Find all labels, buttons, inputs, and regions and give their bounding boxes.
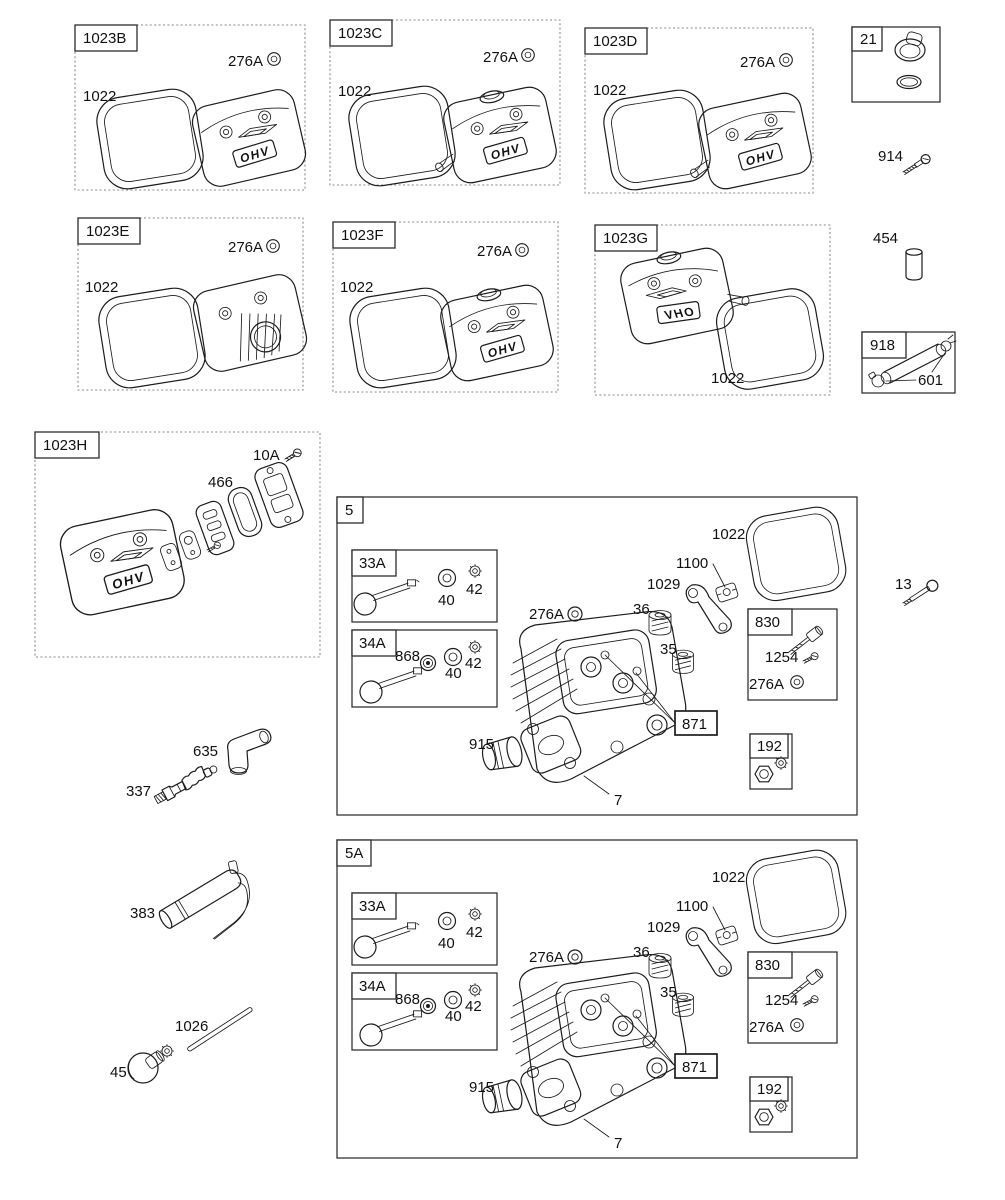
label-gasket: 1022 xyxy=(338,83,372,100)
label-screw: 276A xyxy=(483,49,519,66)
screw-washer-icon xyxy=(516,244,529,257)
label-gasket: 1022 xyxy=(83,88,117,105)
screw-washer-icon xyxy=(780,54,793,67)
panel-1023F xyxy=(333,222,558,392)
group-tag: 5A xyxy=(345,845,364,862)
tag-33A: 33A xyxy=(359,555,386,572)
panel-tag: 1023G xyxy=(603,230,649,247)
panel-tag: 1023D xyxy=(593,33,638,50)
part-45-tappet xyxy=(110,1045,174,1084)
oil-fill-cap-drawing xyxy=(895,31,925,61)
spark-plug-boot-drawing xyxy=(228,729,271,774)
label-screw-914: 914 xyxy=(878,148,904,165)
label-washer-42: 42 xyxy=(466,924,483,941)
label-breather-gasket: 466 xyxy=(208,474,234,491)
label-guide-36: 36 xyxy=(633,944,650,961)
gasket-466-drawing xyxy=(225,484,265,539)
part-383-fill-tube xyxy=(130,858,265,957)
label-screw-1254: 1254 xyxy=(765,649,799,666)
label-washer-276A: 276A xyxy=(529,606,565,623)
panel-1023D xyxy=(585,28,814,196)
screw-washer-icon xyxy=(522,49,535,62)
spark-plug-drawing xyxy=(152,760,219,805)
label-guide-35: 35 xyxy=(660,641,677,658)
label-retainer-40: 40 xyxy=(445,665,462,682)
label-clamp-601: 601 xyxy=(918,372,944,389)
tag-192: 192 xyxy=(757,738,783,755)
screw-10A-drawing xyxy=(284,448,303,464)
kit-tag: 21 xyxy=(860,31,877,48)
head-group-5 xyxy=(337,497,857,815)
label-gasket: 1022 xyxy=(711,370,745,387)
label-washer-42: 42 xyxy=(466,581,483,598)
label-retainer-40: 40 xyxy=(445,1008,462,1025)
label-plug-454: 454 xyxy=(873,230,899,247)
panel-1023B xyxy=(75,25,309,192)
part-337-spark-plug xyxy=(126,760,219,805)
panel-tag: 1023B xyxy=(83,30,127,47)
label-gasket: 1022 xyxy=(85,279,119,296)
label-screw: 276A xyxy=(228,53,264,70)
part-635-boot xyxy=(193,729,271,774)
fill-tube-drawing xyxy=(153,858,264,957)
panel-1023E xyxy=(78,218,310,391)
tag-34A: 34A xyxy=(359,978,386,995)
label-retainer-40: 40 xyxy=(438,935,455,952)
label-gasket: 1022 xyxy=(340,279,374,296)
valve-cover-drawing xyxy=(421,80,559,189)
head-group-5A xyxy=(337,840,857,1158)
label-guide-36: 36 xyxy=(633,601,650,618)
part-13-bolt xyxy=(895,576,940,609)
valve-cover-drawing xyxy=(677,90,814,196)
label-gasket: 1022 xyxy=(593,82,627,99)
label-washer-42: 42 xyxy=(465,655,482,672)
label-rocker-1029: 1029 xyxy=(647,576,681,593)
part-454 xyxy=(873,230,922,280)
tag-192: 192 xyxy=(757,1081,783,1098)
label-plug-337: 337 xyxy=(126,783,152,800)
valve-cover-drawing-mirrored xyxy=(617,237,755,346)
gasket-drawing xyxy=(95,285,208,392)
label-guide-35: 35 xyxy=(660,984,677,1001)
screw-washer-icon xyxy=(268,53,281,66)
gasket-drawing xyxy=(346,285,459,392)
panel-1023H xyxy=(35,432,320,657)
valve-cover-drawing xyxy=(57,506,188,618)
panel-tag: 1023C xyxy=(338,25,383,42)
label-gasket-1022: 1022 xyxy=(712,869,746,886)
cap-oring-drawing xyxy=(897,76,921,89)
tag-830: 830 xyxy=(755,614,781,631)
tag-830: 830 xyxy=(755,957,781,974)
panel-1023G xyxy=(595,225,830,395)
label-seal-868: 868 xyxy=(395,991,421,1008)
part-914 xyxy=(878,148,932,177)
panel-tag: 1023H xyxy=(43,437,88,454)
label-screw-1254: 1254 xyxy=(765,992,799,1009)
kit-box-21 xyxy=(852,27,940,102)
label-rod-1026: 1026 xyxy=(175,1018,209,1035)
group-tag: 5 xyxy=(345,502,354,519)
screw-914-drawing xyxy=(901,153,931,177)
label-boot-635: 635 xyxy=(193,743,219,760)
label-washer-42: 42 xyxy=(465,998,482,1015)
label-bolt-13: 13 xyxy=(895,576,912,593)
label-screw: 276A xyxy=(477,243,513,260)
valve-cover-drawing xyxy=(437,278,557,384)
label-tube-383: 383 xyxy=(130,905,156,922)
kit-box-918 xyxy=(862,332,956,393)
panel-tag: 1023F xyxy=(341,227,384,244)
tag-871: 871 xyxy=(682,716,708,733)
kit-tag: 918 xyxy=(870,337,896,354)
tappet-drawing xyxy=(128,1045,174,1084)
label-head-7: 7 xyxy=(614,1135,623,1152)
label-pivot-1100: 1100 xyxy=(676,555,709,572)
label-screw: 276A xyxy=(740,54,776,71)
panel-1023C xyxy=(330,20,560,190)
label-screw-10A: 10A xyxy=(253,447,280,464)
label-rocker-1029: 1029 xyxy=(647,919,681,936)
label-washer-276A: 276A xyxy=(749,676,785,693)
label-retainer-40: 40 xyxy=(438,592,455,609)
label-screw: 276A xyxy=(228,239,264,256)
plug-454-drawing xyxy=(906,249,922,280)
label-cap-915: 915 xyxy=(469,1079,495,1096)
label-pivot-1100: 1100 xyxy=(676,898,709,915)
tag-871: 871 xyxy=(682,1059,708,1076)
panel-tag: 1023E xyxy=(86,223,130,240)
tag-34A: 34A xyxy=(359,635,386,652)
label-tappet-45: 45 xyxy=(110,1064,127,1081)
label-washer-276A: 276A xyxy=(749,1019,785,1036)
part-1026-push-rod xyxy=(175,1007,253,1052)
label-seal-868: 868 xyxy=(395,648,421,665)
valve-cover-drawing xyxy=(189,86,309,189)
screw-washer-icon xyxy=(267,240,280,253)
label-gasket-1022: 1022 xyxy=(712,526,746,543)
label-cap-915: 915 xyxy=(469,736,495,753)
valve-cover-drawing xyxy=(190,271,310,374)
label-head-7: 7 xyxy=(614,792,623,809)
diagram-canvas: OHV 1023B 276A 1022 1023C 276A 1022 1023D 276A 1022 21 914 1023E 276A 1022 1023F 276A 1022 1023G 1022 454 918 601 1023H 10A 466 635 337 383 1026 45 13 5 33A 40 42 34A 868 40 42 276A 1022 1100 1029 36 35 830 1254 276A 871 192 915 7 5A 33A 40 42 34A 868 40 42 276A 1022 1100 1029 36 35 830 1254 276A 871 192 915 7 xyxy=(0,0,1005,1200)
tag-33A: 33A xyxy=(359,898,386,915)
label-washer-276A: 276A xyxy=(529,949,565,966)
